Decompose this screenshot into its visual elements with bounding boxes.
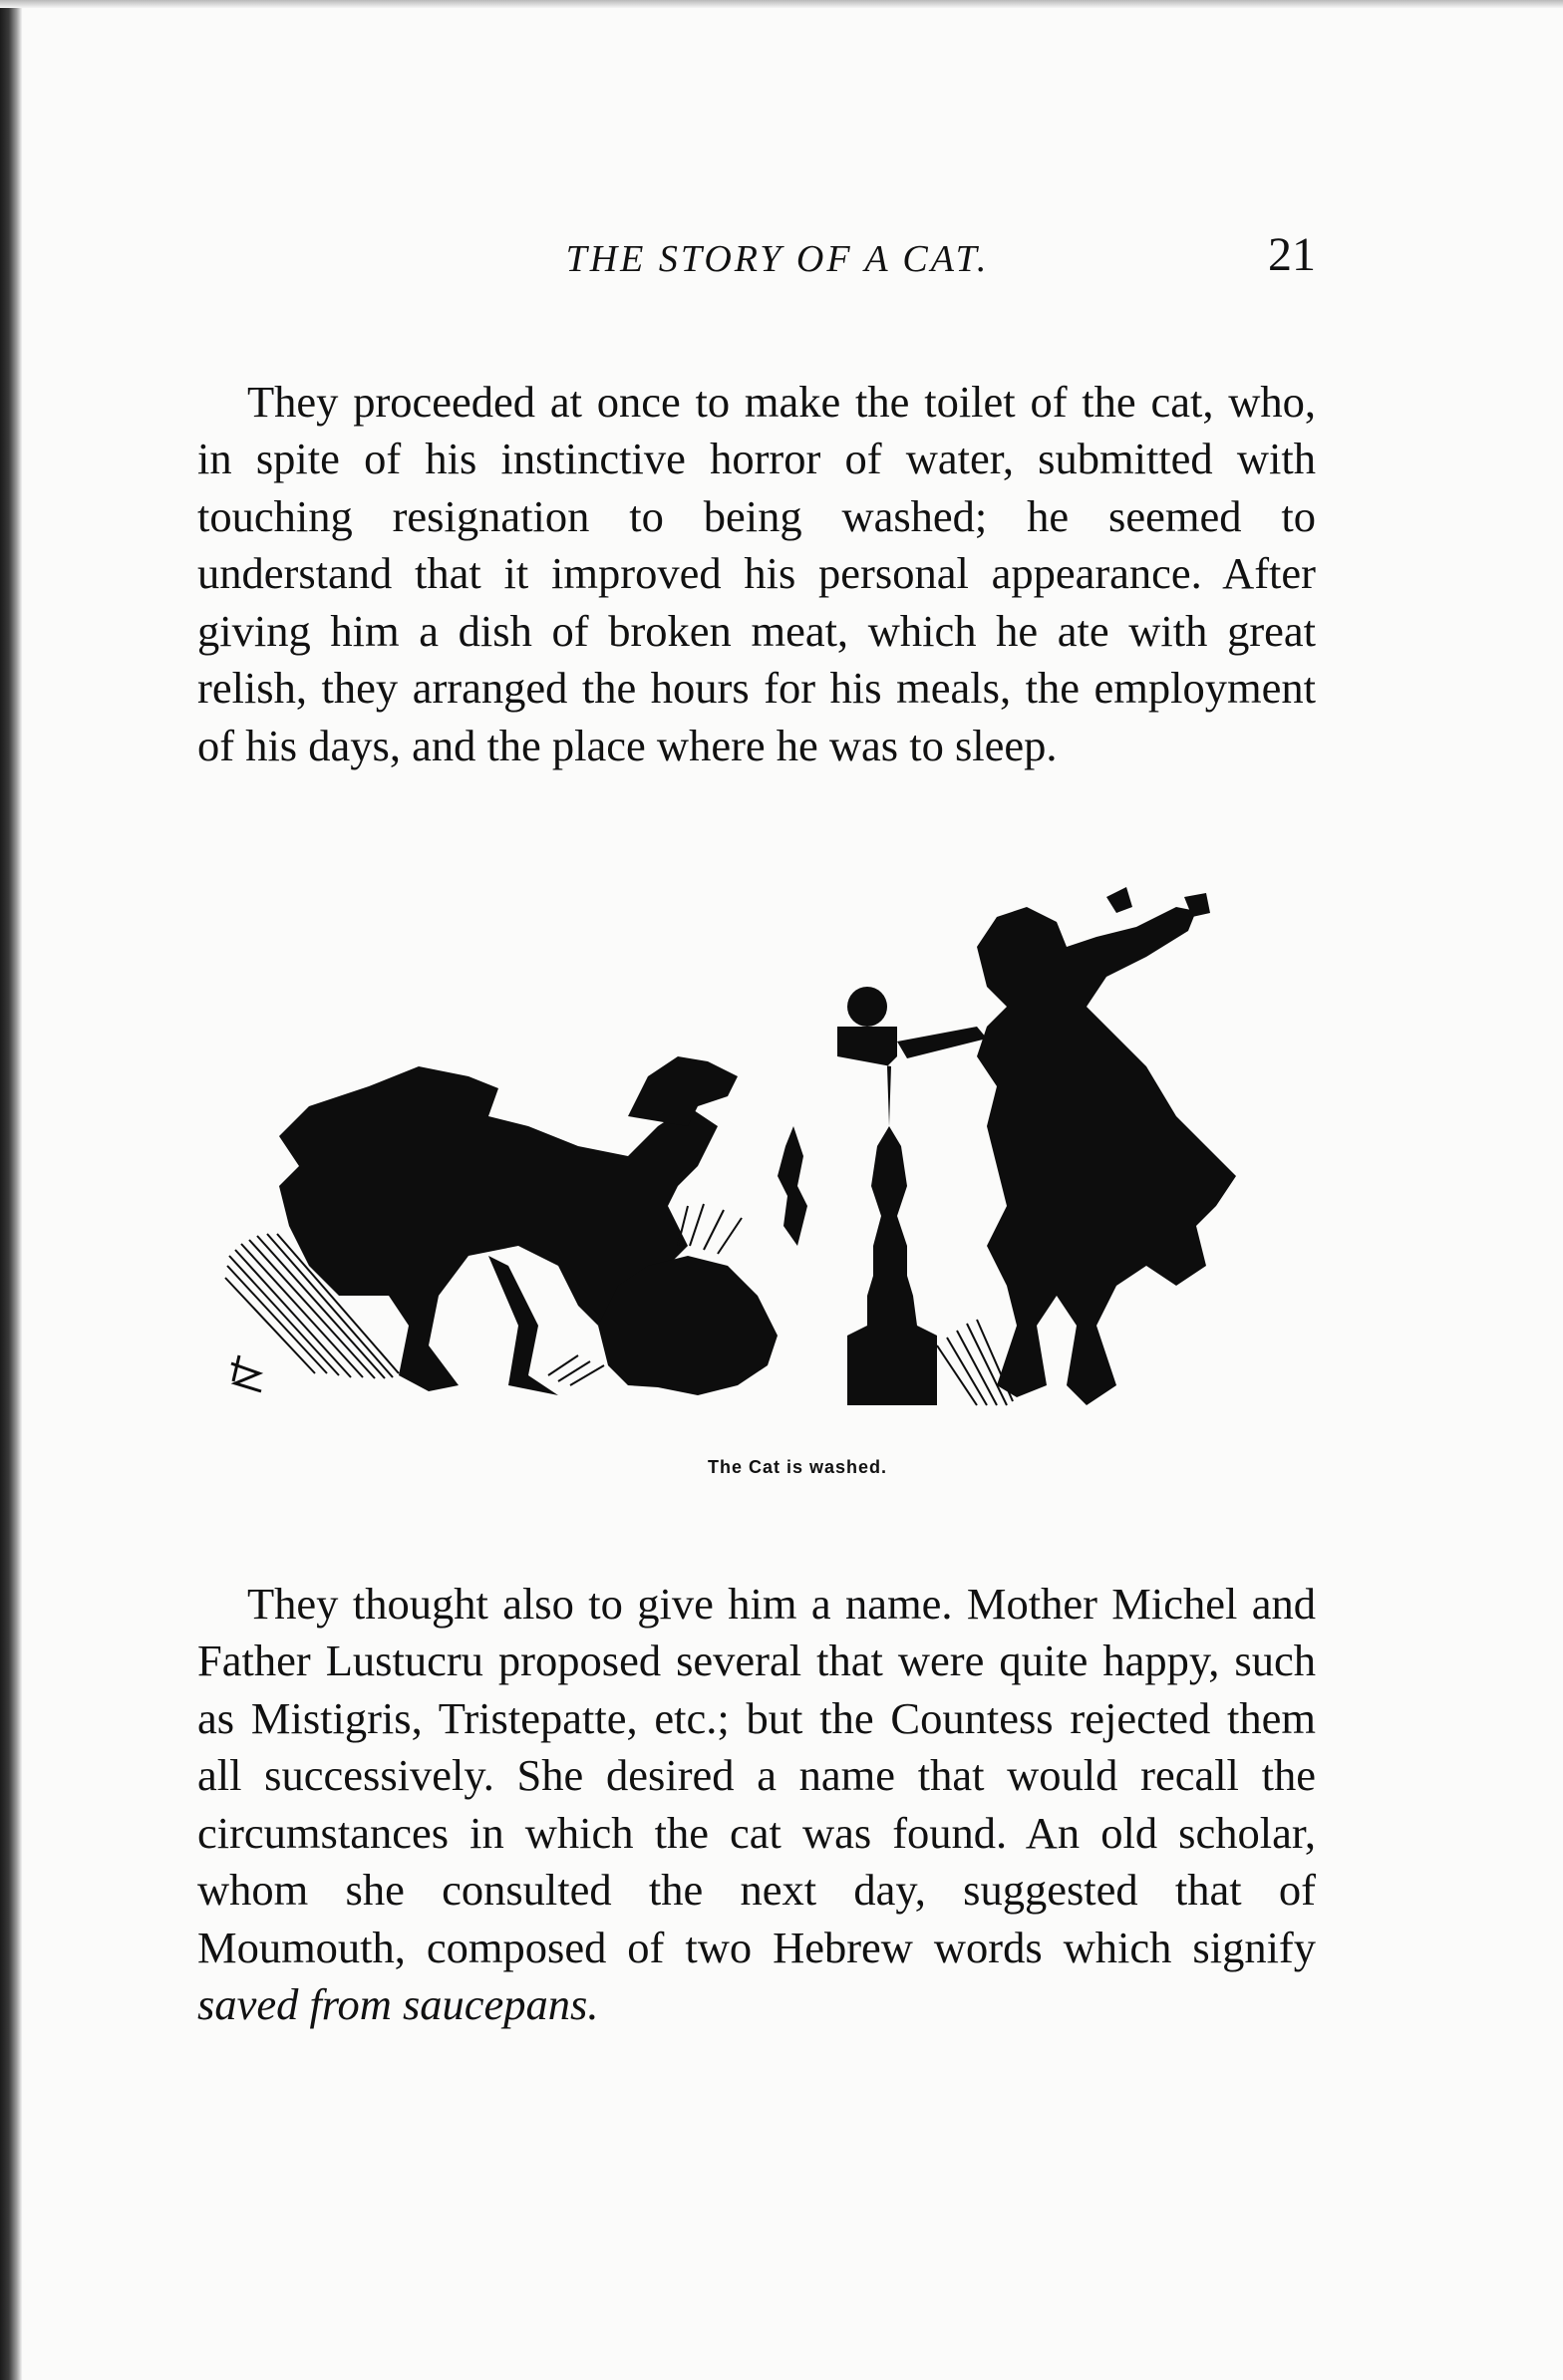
paragraph-giving-name	[197, 1576, 1316, 2034]
ground-hatching-right	[937, 1320, 1013, 1405]
pump-handle	[897, 1027, 987, 1058]
page-top-edge	[0, 0, 1563, 8]
plant-sprig	[778, 1126, 807, 1246]
illustration-caption: The Cat is washed.	[707, 1457, 888, 1477]
scrubber-head	[628, 1056, 738, 1126]
silhouette-illustration	[219, 827, 1296, 1435]
boy-silhouette-leg	[488, 1256, 558, 1395]
paragraph-text: They thought also to give him a name. Mother Michel and Father Lustucru proposed several that were quite happy, such as Mistigris, Tristepatte, etc.; but the Countess rejected them all successively. She desired a name that would recall the circumstances in which the cat was found. An old scholar, whom she consulted the next day, suggested that of Moumouth, composed of two Hebrew words which signify	[197, 1578, 1316, 1972]
italic-phrase: saved from saucepans.	[197, 1979, 599, 2029]
paragraph-toilet-of-cat: They proceeded at once to make the toilet of the cat, who, in spite of his instinctive horror of water, submitted with touching resignation to being washed; he seemed to understand that it improved his personal appearance. After giving him a dish of broken meat, which he ate with great relish, they arranged the hours for his meals, the employment of his days, and the place where he was to sleep.	[197, 376, 1316, 770]
page-number: 21	[1268, 228, 1316, 281]
running-head: THE STORY OF A CAT.	[565, 238, 990, 280]
hair-ribbon	[1106, 887, 1132, 913]
water-pump-post	[847, 987, 887, 1027]
page-binding-edge	[0, 0, 22, 2380]
woman-silhouette-right	[977, 907, 1236, 1405]
artist-monogram	[231, 1355, 261, 1391]
